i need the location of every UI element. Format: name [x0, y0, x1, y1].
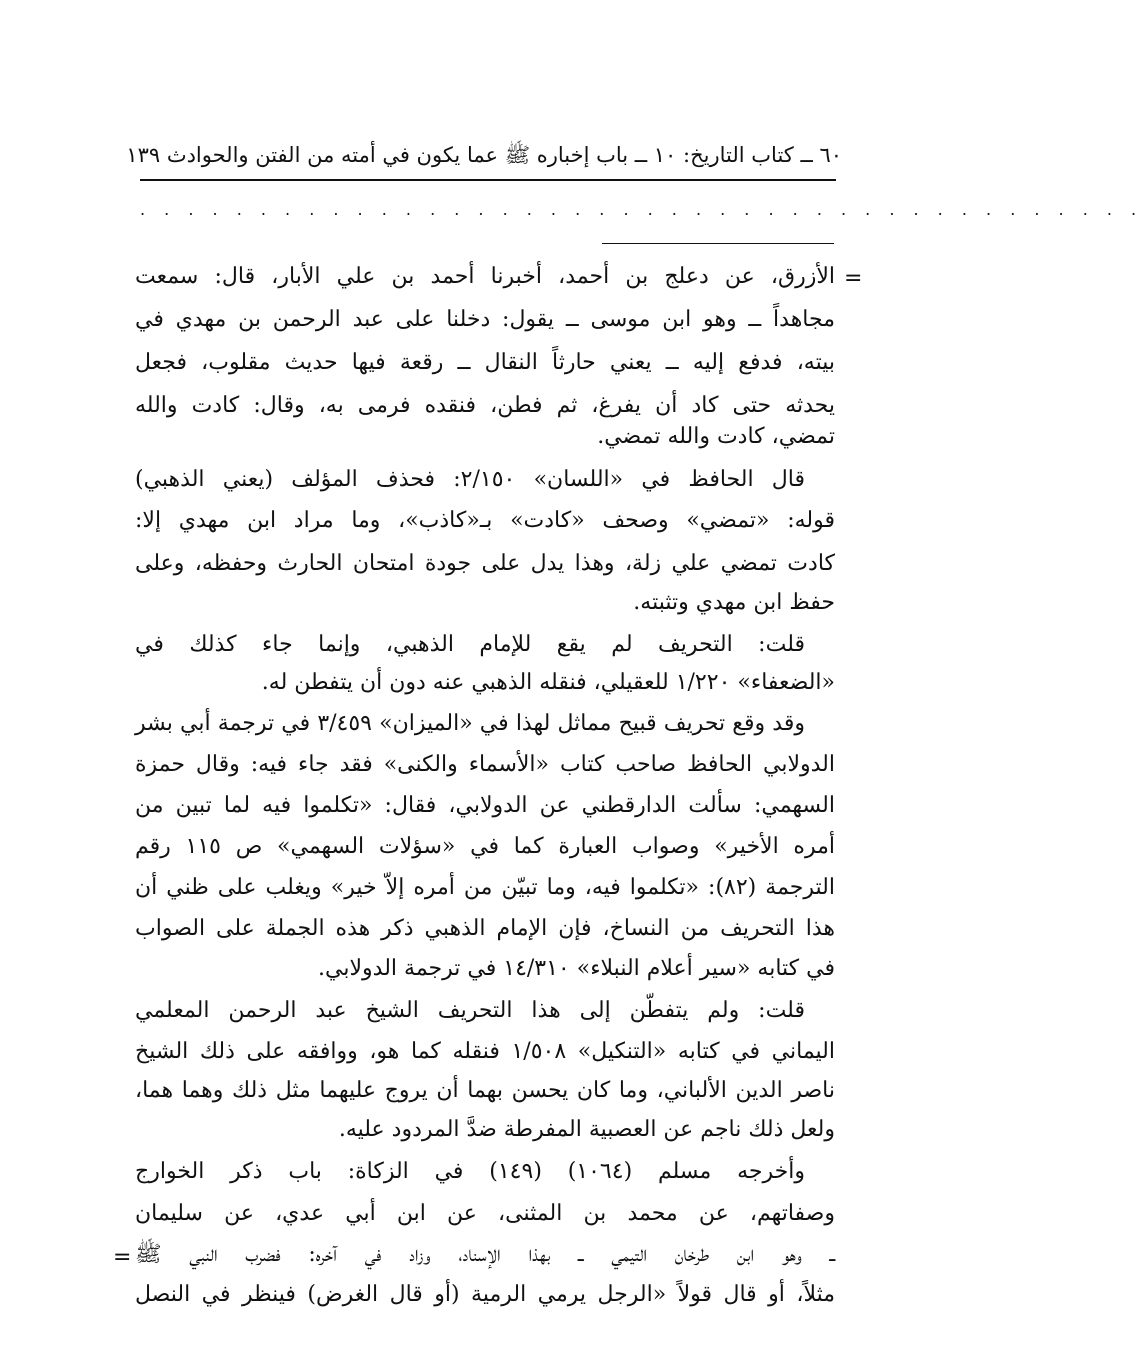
text-line: ــ وهو ابن طرخان التيمي ــ بهذا الإسناد، وزاد في آخره: فضرب النبي ﷺ [135, 1242, 835, 1267]
text-line: مجاهداً ــ وهو ابن موسى ــ يقول: دخلنا على عبد الرحمن بن مهدي في [135, 307, 835, 332]
header-rule [140, 179, 836, 181]
text-line: وصفاتهم، عن محمد بن المثنى، عن ابن أبي عدي، عن سليمان [135, 1201, 835, 1226]
text-line: في كتابه «سير أعلام النبلاء» ١٤/٣١٠ في ترجمة الدولابي. [318, 956, 835, 981]
text-line: «الضعفاء» ١/٢٢٠ للعقيلي، فنقله الذهبي عنه دون أن يتفطن له. [261, 670, 835, 695]
text-line: أمره الأخير» وصواب العبارة كما في «سؤلات السهمي» ص ١١٥ رقم [135, 834, 835, 859]
running-header: ٦٠ ــ كتاب التاريخ: ١٠ ــ باب إخباره ﷺ عما يكون في أمته من الفتن والحوادث ١٣٩ [126, 143, 842, 167]
text-line: ولعل ذلك ناجم عن العصبية المفرطة ضدَّ المردود عليه. [338, 1117, 835, 1142]
text-line: هذا التحريف من النساخ، فإن الإمام الذهبي ذكر هذه الجملة على الصواب [135, 916, 835, 941]
footnote-rule [602, 243, 834, 244]
dotted-separator: . . . . . . . . . . . . . . . . . . . . . . . . . . . . . . . . . . . . . . . . . . [140, 200, 1143, 219]
continuation-mark-bottom: = [113, 1245, 132, 1270]
text-line: الأزرق، عن دعلج بن أحمد، أخبرنا أحمد بن علي الأبار، قال: سمعت [135, 264, 835, 289]
text-line: ناصر الدين الألباني، وما كان يحسن بهما أن يروج عليهما مثل ذلك وهما هما، [135, 1078, 835, 1103]
text-line: قلت: ولم يتفطّن إلى هذا التحريف الشيخ عبد الرحمن المعلمي [135, 998, 805, 1023]
text-line: مثلاً، أو قال قولاً «الرجل يرمي الرمية (أو قال الغرض) فينظر في النصل [135, 1282, 835, 1307]
text-line: الدولابي الحافظ صاحب كتاب «الأسماء والكنى» فقد جاء فيه: وقال حمزة [135, 752, 835, 777]
text-line: حفظ ابن مهدي وتثبته. [633, 590, 835, 615]
text-line: تمضي، كادت والله تمضي. [597, 424, 835, 449]
text-line: وقد وقع تحريف قبيح مماثل لهذا في «الميزان» ٣/٤٥٩ في ترجمة أبي بشر [135, 711, 805, 736]
text-line: اليماني في كتابه «التنكيل» ١/٥٠٨ فنقله كما هو، ووافقه على ذلك الشيخ [135, 1039, 836, 1064]
text-line: وأخرجه مسلم (١٠٦٤) (١٤٩) في الزكاة: باب ذكر الخوارج [135, 1159, 805, 1184]
text-line: قال الحافظ في «اللسان» ٢/١٥٠: فحذف المؤلف (يعني الذهبي) [135, 467, 805, 492]
text-line: كادت تمضي علي زلة، وهذا يدل على جودة امتحان الحارث وحفظه، وعلى [135, 551, 835, 576]
text-line: الترجمة (٨٢): «تكلموا فيه، وما تبيّن من أمره إلاّ خير» ويغلب على ظني أن [135, 875, 835, 900]
continuation-mark-top: = [844, 266, 863, 291]
text-line: قلت: التحريف لم يقع للإمام الذهبي، وإنما جاء كذلك في [135, 632, 805, 657]
text-line: يحدثه حتى كاد أن يفرغ، ثم فطن، فنقده فرمى به، وقال: كادت والله [135, 393, 835, 418]
text-line: بيته، فدفع إليه ــ يعني حارثاً النقال ــ رقعة فيها حديث مقلوب، فجعل [135, 350, 835, 375]
text-line: السهمي: سألت الدارقطني عن الدولابي، فقال: «تكلموا فيه لما تبين من [135, 793, 835, 818]
text-line: قوله: «تمضي» وصحف «كادت» بـ«كاذب»، وما مراد ابن مهدي إلا: [135, 508, 835, 533]
